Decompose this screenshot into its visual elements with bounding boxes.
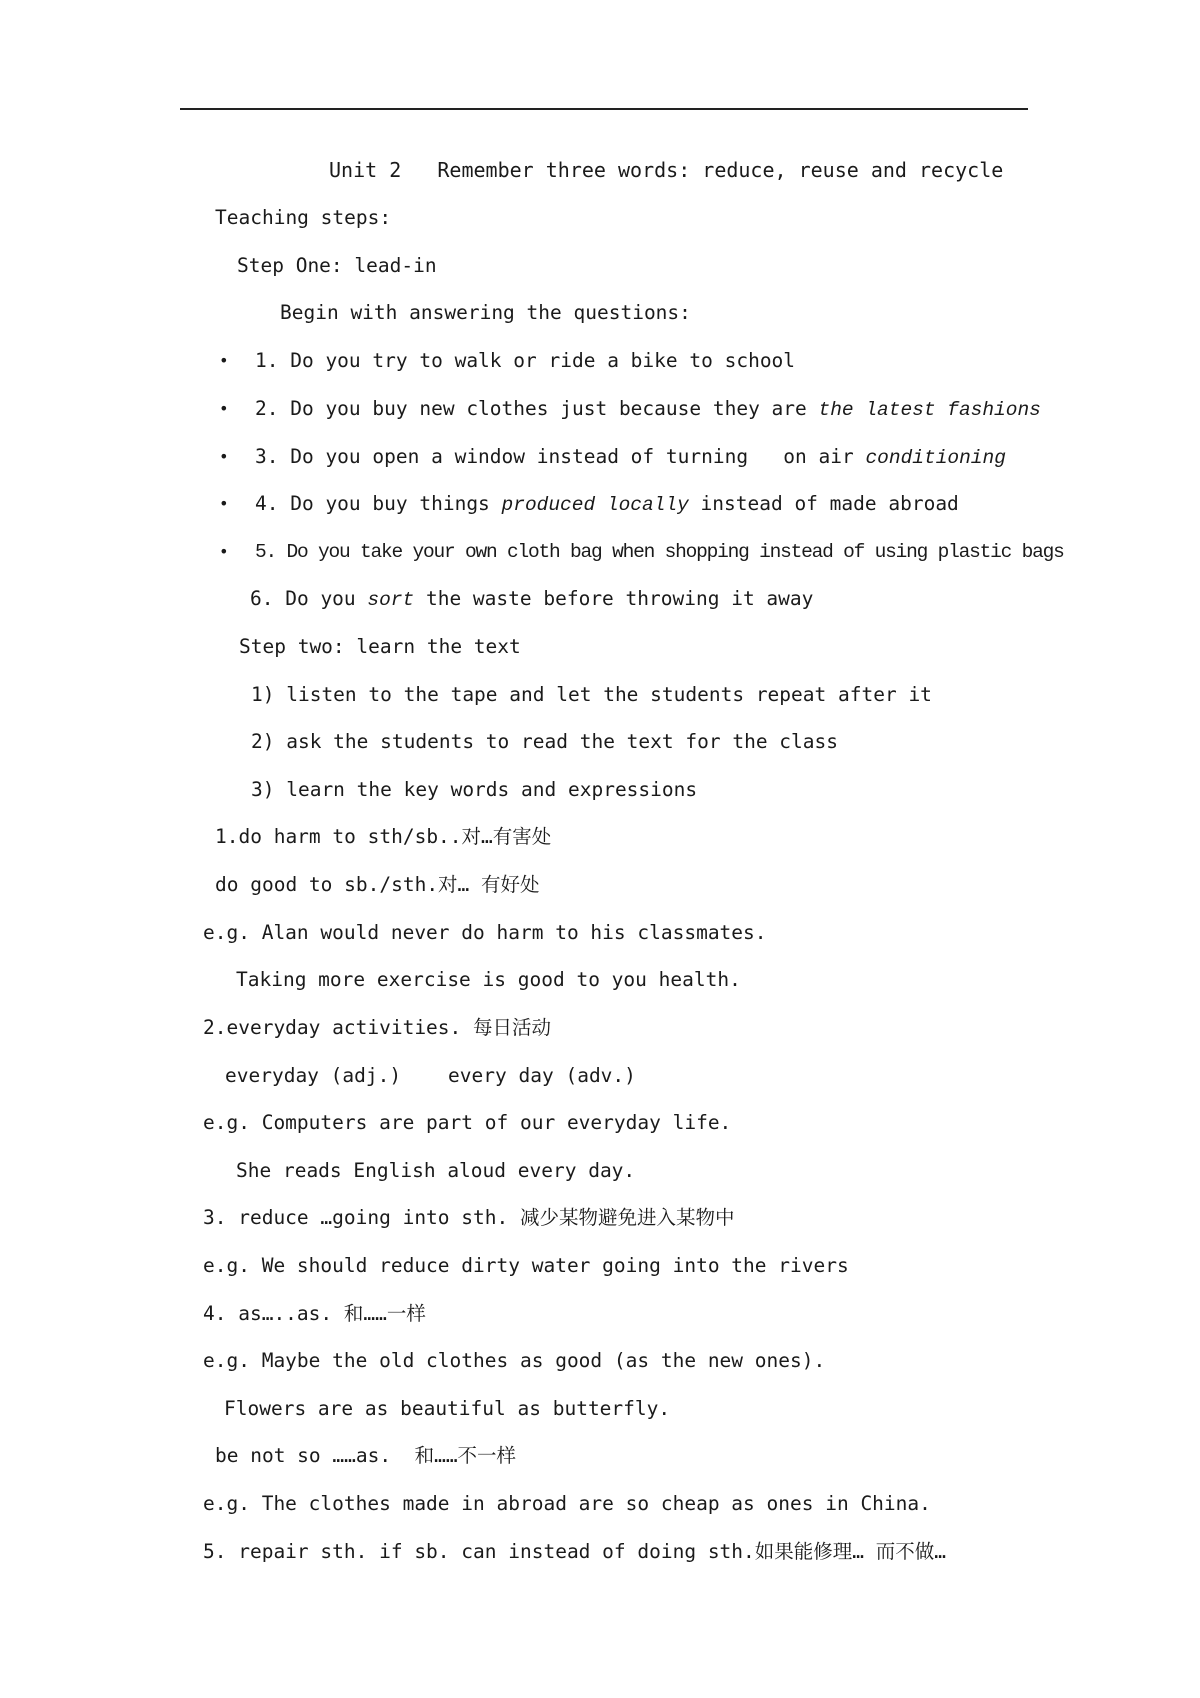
step-two-heading: Step two: learn the text bbox=[239, 635, 521, 658]
key-2-example-2: She reads English aloud every day. bbox=[236, 1159, 636, 1182]
question-6 bbox=[250, 587, 813, 612]
key-2-example: e.g. Computers are part of our everyday life. bbox=[203, 1111, 732, 1134]
step-one-heading: Step One: lead-in bbox=[237, 254, 437, 277]
teaching-steps-heading: Teaching steps: bbox=[215, 206, 392, 229]
key-3-phrase: 3. reduce …going into sth. 减少某物避免进入某物中 bbox=[203, 1206, 735, 1229]
key-4-negative: be not so ……as. 和……不一样 bbox=[215, 1444, 517, 1467]
question-4-italic: produced locally bbox=[501, 494, 689, 516]
question-3-text: 3. Do you open a window instead of turning on air bbox=[255, 445, 866, 468]
key-2-compare: everyday (adj.) every day (adv.) bbox=[225, 1064, 636, 1087]
key-4-example-3: e.g. The clothes made in abroad are so cheap as ones in China. bbox=[203, 1492, 931, 1515]
key-4-example: e.g. Maybe the old clothes as good (as the new ones). bbox=[203, 1349, 826, 1372]
key-1-example-2: Taking more exercise is good to you health. bbox=[236, 968, 741, 991]
key-1-opposite: do good to sb./sth.对… 有好处 bbox=[215, 873, 540, 896]
key-5-phrase: 5. repair sth. if sb. can instead of doing sth.如果能修理… 而不做… bbox=[203, 1540, 946, 1563]
question-1: 1. Do you try to walk or ride a bike to school bbox=[255, 349, 796, 372]
bullet-icon: • bbox=[219, 542, 229, 561]
question-4 bbox=[255, 492, 959, 517]
key-4-phrase: 4. as…..as. 和……一样 bbox=[203, 1302, 426, 1325]
step-two-item-3: 3) learn the key words and expressions bbox=[251, 778, 698, 801]
step-two-item-1: 1) listen to the tape and let the students repeat after it bbox=[251, 683, 932, 706]
question-3-italic: conditioning bbox=[865, 447, 1006, 469]
question-2-text: 2. Do you buy new clothes just because they are bbox=[255, 397, 819, 420]
question-4-text: 4. Do you buy things bbox=[255, 492, 502, 515]
question-2 bbox=[255, 397, 1041, 422]
header-rule bbox=[180, 108, 1028, 110]
step-two-item-2: 2) ask the students to read the text for the class bbox=[251, 730, 838, 753]
key-1-example: e.g. Alan would never do harm to his classmates. bbox=[203, 921, 767, 944]
question-5: 5. Do you take your own cloth bag when shopping instead of using plastic bags bbox=[255, 541, 1064, 563]
key-2-phrase: 2.everyday activities. 每日活动 bbox=[203, 1016, 552, 1039]
bullet-icon: • bbox=[219, 447, 229, 466]
key-4-example-2: Flowers are as beautiful as butterfly. bbox=[224, 1397, 671, 1420]
question-6-text-end: the waste before throwing it away bbox=[414, 587, 814, 610]
question-3 bbox=[255, 445, 1006, 470]
question-4-text-end: instead of made abroad bbox=[688, 492, 959, 515]
bullet-icon: • bbox=[219, 351, 229, 370]
page-title: Unit 2 Remember three words: reduce, reuse and recycle bbox=[329, 158, 1004, 182]
key-3-example: e.g. We should reduce dirty water going into the rivers bbox=[203, 1254, 849, 1277]
key-1-phrase: 1.do harm to sth/sb..对…有害处 bbox=[215, 825, 552, 848]
bullet-icon: • bbox=[219, 494, 229, 513]
bullet-icon: • bbox=[219, 399, 229, 418]
begin-line: Begin with answering the questions: bbox=[280, 301, 691, 324]
question-6-text: 6. Do you bbox=[250, 587, 368, 610]
question-6-italic: sort bbox=[367, 589, 415, 611]
question-2-italic: the latest fashions bbox=[818, 399, 1041, 421]
